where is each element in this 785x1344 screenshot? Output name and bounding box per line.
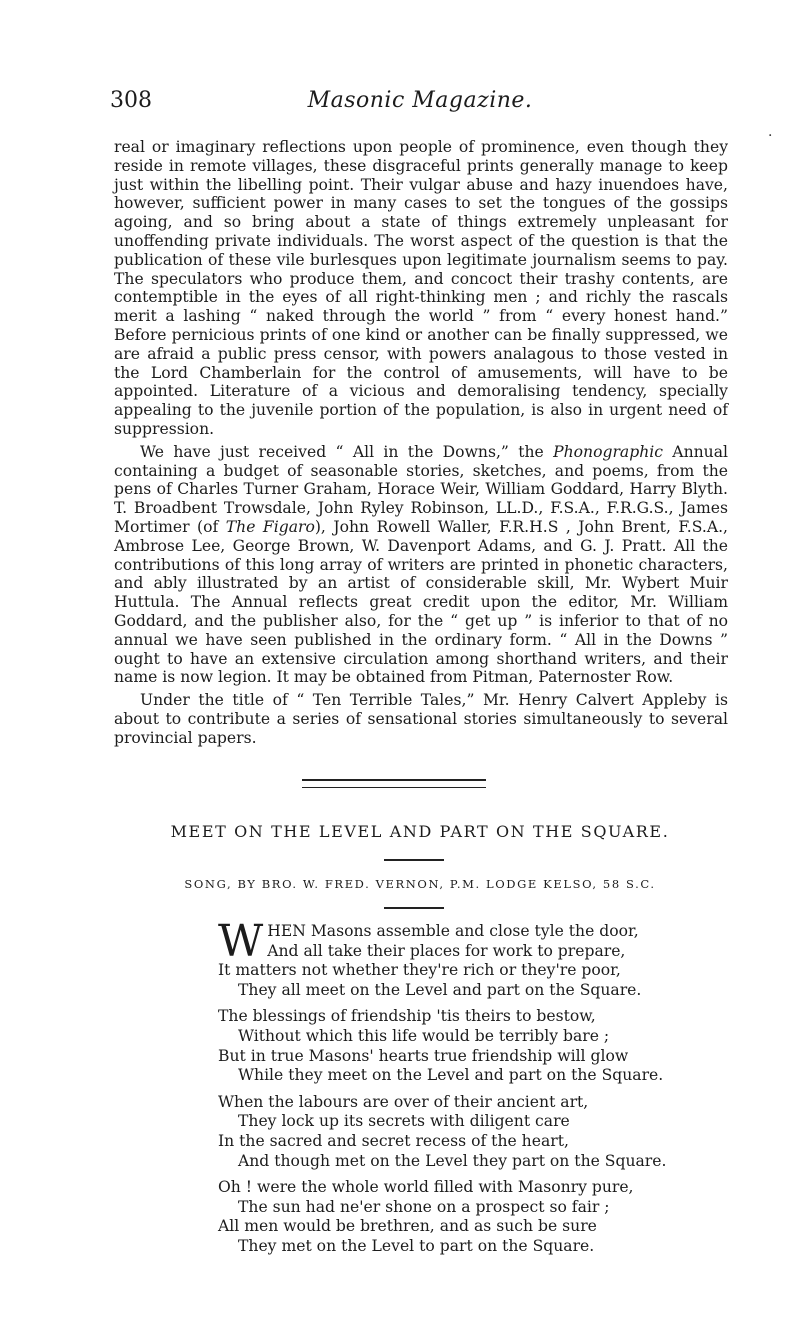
poem-line: They all meet on the Level and part on the Square. bbox=[238, 980, 642, 999]
poem-line: Without which this life would be terribly bare ; bbox=[238, 1026, 610, 1045]
poem-line: They met on the Level to part on the Square. bbox=[238, 1236, 595, 1255]
poem-line: But in true Masons' hearts true friendship will glow bbox=[218, 1046, 629, 1065]
poem-line: When the labours are over of their ancient art, bbox=[218, 1092, 589, 1111]
poem-line: While they meet on the Level and part on the Square. bbox=[238, 1066, 664, 1085]
title-rule bbox=[384, 859, 444, 861]
stanza bbox=[218, 1178, 718, 1256]
poem-line: And though met on the Level they part on the Square. bbox=[238, 1151, 667, 1170]
article-body bbox=[114, 138, 728, 752]
stanza bbox=[218, 1007, 718, 1085]
page-header bbox=[110, 88, 730, 118]
poem-line: The blessings of friendship 'tis theirs to bestow, bbox=[218, 1007, 596, 1026]
poem-line: It matters not whether they're rich or they're poor, bbox=[218, 961, 621, 980]
margin-speck: · bbox=[768, 128, 773, 144]
poem-line: They lock up its secrets with diligent care bbox=[238, 1112, 570, 1131]
stanza bbox=[218, 916, 718, 1000]
page-number: 308 bbox=[110, 88, 152, 113]
poem-line: The sun had ne'er shone on a prospect so fair ; bbox=[238, 1197, 610, 1216]
poem-byline: SONG, BY BRO. W. FRED. VERNON, P.M. LODGE KELSO, 58 S.C. bbox=[184, 877, 656, 891]
stanza bbox=[218, 1093, 718, 1171]
running-title: Masonic Magazine. bbox=[307, 88, 533, 113]
poem-line: HEN Masons assemble and close tyle the door, bbox=[267, 922, 639, 940]
poem-line: Oh ! were the whole world filled with Masonry pure, bbox=[218, 1178, 634, 1197]
section-divider bbox=[302, 779, 486, 788]
paragraph: We have just received “ All in the Downs,” the Phonographic Annual containing a budget of seasonable stories, sketches, and poems, from the pens of Charles Turner Graham, Horace Weir, William Goddard, Harry Blyth. T. Broadbent Trowsdale, John Ryley Robinson, LL.D., F.S.A., F.R.G.S., James Mortimer (of The Figaro), John Rowell Waller, F.R.H.S , John Brent, F.S.A., Ambrose Lee, George Brown, W. Davenport Adams, and G. J. Pratt. All the contributions of this long array of writers are printed in phonetic characters, and ably illustrated by an artist of considerable skill, Mr. Wybert Muir Huttula. The Annual reflects great credit upon the editor, Mr. William Goddard, and the publisher also, for the “ get up ” is inferior to that of no annual we have seen published in the ordinary form. “ All in the Downs ” ought to have an extensive circulation among shorthand writers, and their name is now legion. It may be obtained from Pitman, Paternoster Row. bbox=[114, 442, 728, 687]
paragraph: real or imaginary reflections upon people of prominence, even though they reside in remote villages, these disgraceful prints generally manage to keep just within the libelling point. Their vulgar abuse and hazy inuendoes have, however, sufficient power in many cases to set the tongues of the gossips agoing, and so bring about a state of things extremely unpleasant for unoffending private individuals. The worst aspect of the question is that the publication of these vile burlesques upon legitimate journalism seems to pay. The speculators who produce them, and concoct their trashy contents, are contemptible in the eyes of all right-thinking men ; and richly the rascals merit a lashing “ naked through the world ” from “ every honest hand.” Before pernicious prints of one kind or another can be finally suppressed, we are afraid a public press censor, with powers analagous to those vested in the Lord Chamberlain for the control of amusements, will have to be appointed. Literature of a vicious and demoralising tendency, specially appealing to the juvenile portion of the population, is also in urgent need of suppression. bbox=[114, 138, 728, 438]
poem-title: MEET ON THE LEVEL AND PART ON THE SQUARE. bbox=[170, 822, 670, 841]
paragraph: Under the title of “ Ten Terrible Tales,” Mr. Henry Calvert Appleby is about to contribute a series of sensational stories simultaneously to several provincial papers. bbox=[114, 691, 728, 747]
byline-rule bbox=[384, 907, 444, 909]
poem-line: And all take their places for work to prepare, bbox=[267, 941, 626, 960]
drop-cap: W bbox=[218, 916, 264, 967]
poem-line: All men would be brethren, and as such be sure bbox=[218, 1217, 597, 1236]
poem-line: In the sacred and secret recess of the heart, bbox=[218, 1131, 569, 1150]
poem-body bbox=[218, 916, 718, 1264]
